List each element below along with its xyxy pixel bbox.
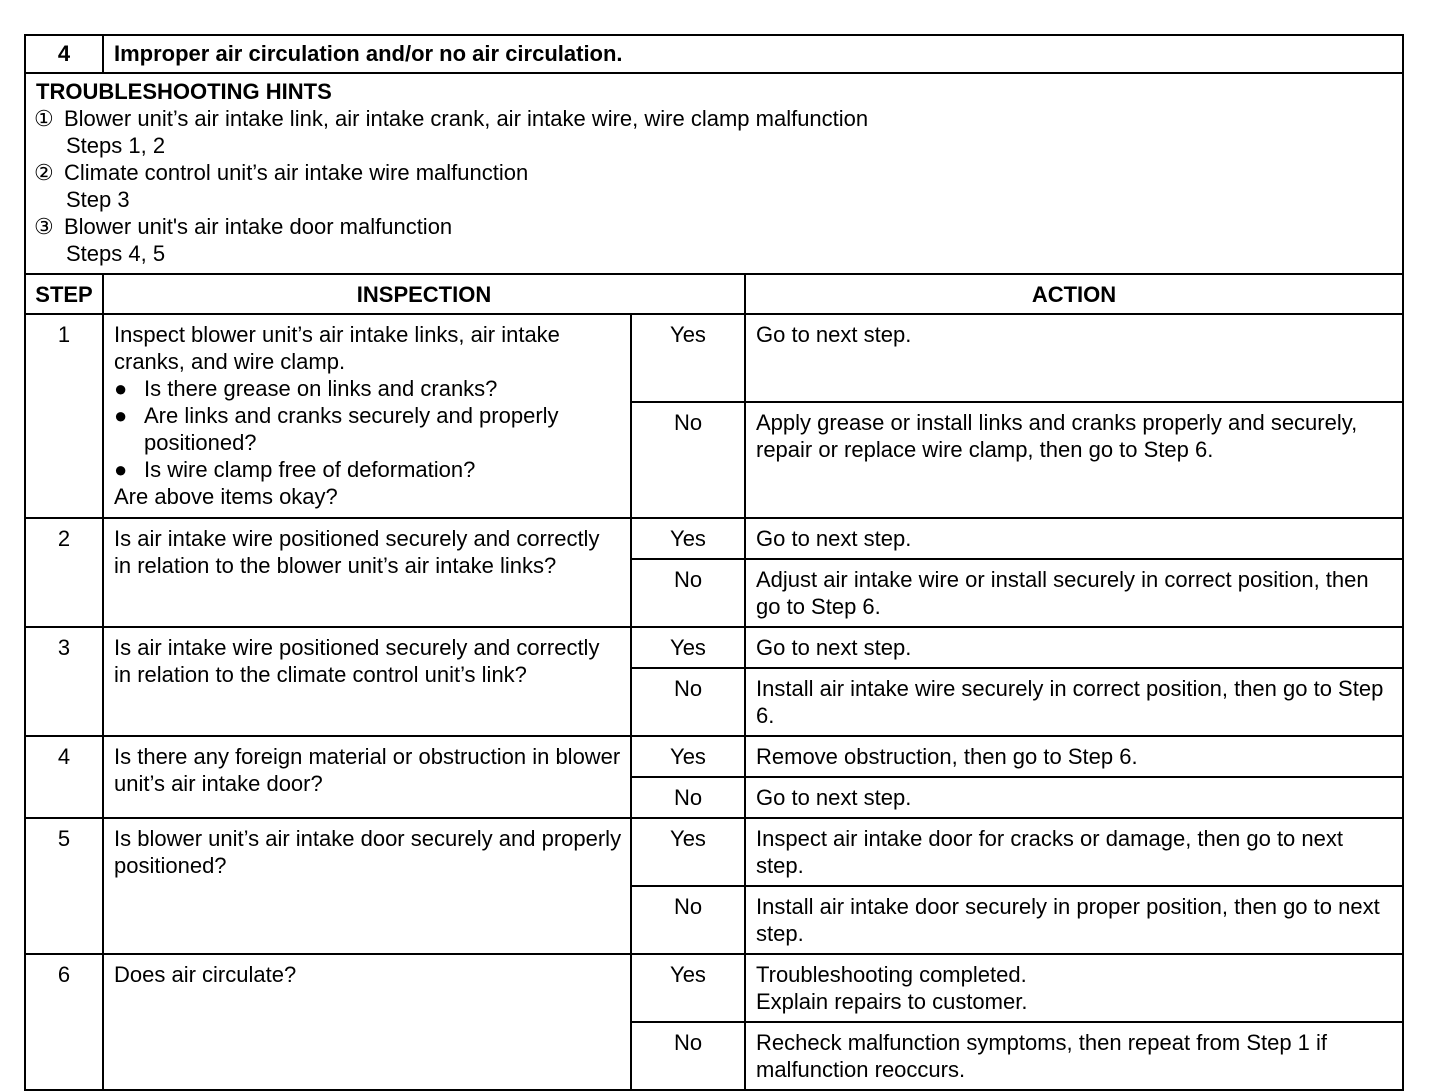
- step-number: 4: [25, 736, 103, 818]
- no-label: No: [631, 1022, 745, 1090]
- bullet-icon: ●: [114, 403, 128, 428]
- symptom-number: 4: [25, 35, 103, 73]
- inspection-text: Does air circulate?: [103, 954, 631, 1090]
- hint-item: [36, 105, 1402, 132]
- bullet-icon: ●: [114, 457, 128, 482]
- bullet-text: Is there grease on links and cranks?: [144, 376, 498, 401]
- inspection-text: Is there any foreign material or obstruction in blower unit’s air intake door?: [103, 736, 631, 818]
- yes-action: Go to next step.: [745, 314, 1403, 402]
- no-label: No: [631, 402, 745, 518]
- no-action: Install air intake wire securely in correct position, then go to Step 6.: [745, 668, 1403, 736]
- troubleshooting-table: [24, 34, 1404, 1091]
- yes-action: Go to next step.: [745, 627, 1403, 668]
- hint-item: [36, 213, 1402, 240]
- bullet-icon: ●: [114, 376, 128, 401]
- column-header-inspection: INSPECTION: [103, 274, 745, 314]
- column-header-step: STEP: [25, 274, 103, 314]
- hint-text: Blower unit's air intake door malfunction: [64, 214, 453, 239]
- inspection-text: Is air intake wire positioned securely and correctly in relation to the climate control unit’s link?: [103, 627, 631, 736]
- yes-action: Go to next step.: [745, 518, 1403, 559]
- step-number: 1: [25, 314, 103, 518]
- no-action: Recheck malfunction symptoms, then repeat from Step 1 if malfunction reoccurs.: [745, 1022, 1403, 1090]
- no-action: Go to next step.: [745, 777, 1403, 818]
- no-action: Apply grease or install links and cranks properly and securely, repair or replace wire clamp, then go to Step 6.: [745, 402, 1403, 518]
- yes-label: Yes: [631, 627, 745, 668]
- no-label: No: [631, 668, 745, 736]
- inspection-text: [103, 314, 631, 518]
- yes-action-line: Explain repairs to customer.: [756, 989, 1028, 1014]
- hint-item: [36, 159, 1402, 186]
- inspection-bullet: [114, 402, 622, 456]
- table-row: [25, 954, 1403, 1022]
- yes-label: Yes: [631, 736, 745, 777]
- bullet-text: Is wire clamp free of deformation?: [144, 457, 476, 482]
- hints-row: [25, 73, 1403, 274]
- hint-number: ③: [34, 214, 54, 239]
- inspection-outro: Are above items okay?: [114, 484, 338, 509]
- table-row: [25, 627, 1403, 668]
- table-row: [25, 314, 1403, 402]
- inspection-text: Is blower unit’s air intake door securely and properly positioned?: [103, 818, 631, 954]
- hint-number: ②: [34, 160, 54, 185]
- yes-action: Remove obstruction, then go to Step 6.: [745, 736, 1403, 777]
- bullet-text: Are links and cranks securely and properly positioned?: [144, 403, 559, 455]
- inspection-bullet: [114, 375, 622, 402]
- inspection-bullet: [114, 456, 622, 483]
- hint-steps: Steps 1, 2: [66, 133, 166, 158]
- inspection-intro: Inspect blower unit’s air intake links, air intake cranks, and wire clamp.: [114, 322, 560, 374]
- yes-label: Yes: [631, 518, 745, 559]
- table-row: [25, 818, 1403, 886]
- step-number: 6: [25, 954, 103, 1090]
- hint-number: ①: [34, 106, 54, 131]
- no-action: Install air intake door securely in proper position, then go to next step.: [745, 886, 1403, 954]
- column-header-row: [25, 274, 1403, 314]
- hints-panel: [25, 73, 1403, 274]
- hint-steps: Step 3: [66, 187, 130, 212]
- step-number: 3: [25, 627, 103, 736]
- hint-steps: Steps 4, 5: [66, 241, 166, 266]
- yes-label: Yes: [631, 314, 745, 402]
- no-action: Adjust air intake wire or install securely in correct position, then go to Step 6.: [745, 559, 1403, 627]
- hint-text: Blower unit’s air intake link, air intake crank, air intake wire, wire clamp malfunction: [64, 106, 869, 131]
- yes-label: Yes: [631, 954, 745, 1022]
- yes-action-line: Troubleshooting completed.: [756, 962, 1027, 987]
- step-number: 2: [25, 518, 103, 627]
- hint-text: Climate control unit’s air intake wire malfunction: [64, 160, 529, 185]
- inspection-text: Is air intake wire positioned securely and correctly in relation to the blower unit’s air intake links?: [103, 518, 631, 627]
- symptom-title: Improper air circulation and/or no air circulation.: [103, 35, 1403, 73]
- yes-label: Yes: [631, 818, 745, 886]
- no-label: No: [631, 886, 745, 954]
- no-label: No: [631, 777, 745, 818]
- table-row: [25, 518, 1403, 559]
- no-label: No: [631, 559, 745, 627]
- step-number: 5: [25, 818, 103, 954]
- title-row: [25, 35, 1403, 73]
- yes-action: Inspect air intake door for cracks or damage, then go to next step.: [745, 818, 1403, 886]
- hints-title: TROUBLESHOOTING HINTS: [36, 79, 332, 104]
- yes-action: [745, 954, 1403, 1022]
- column-header-action: ACTION: [745, 274, 1403, 314]
- table-row: [25, 736, 1403, 777]
